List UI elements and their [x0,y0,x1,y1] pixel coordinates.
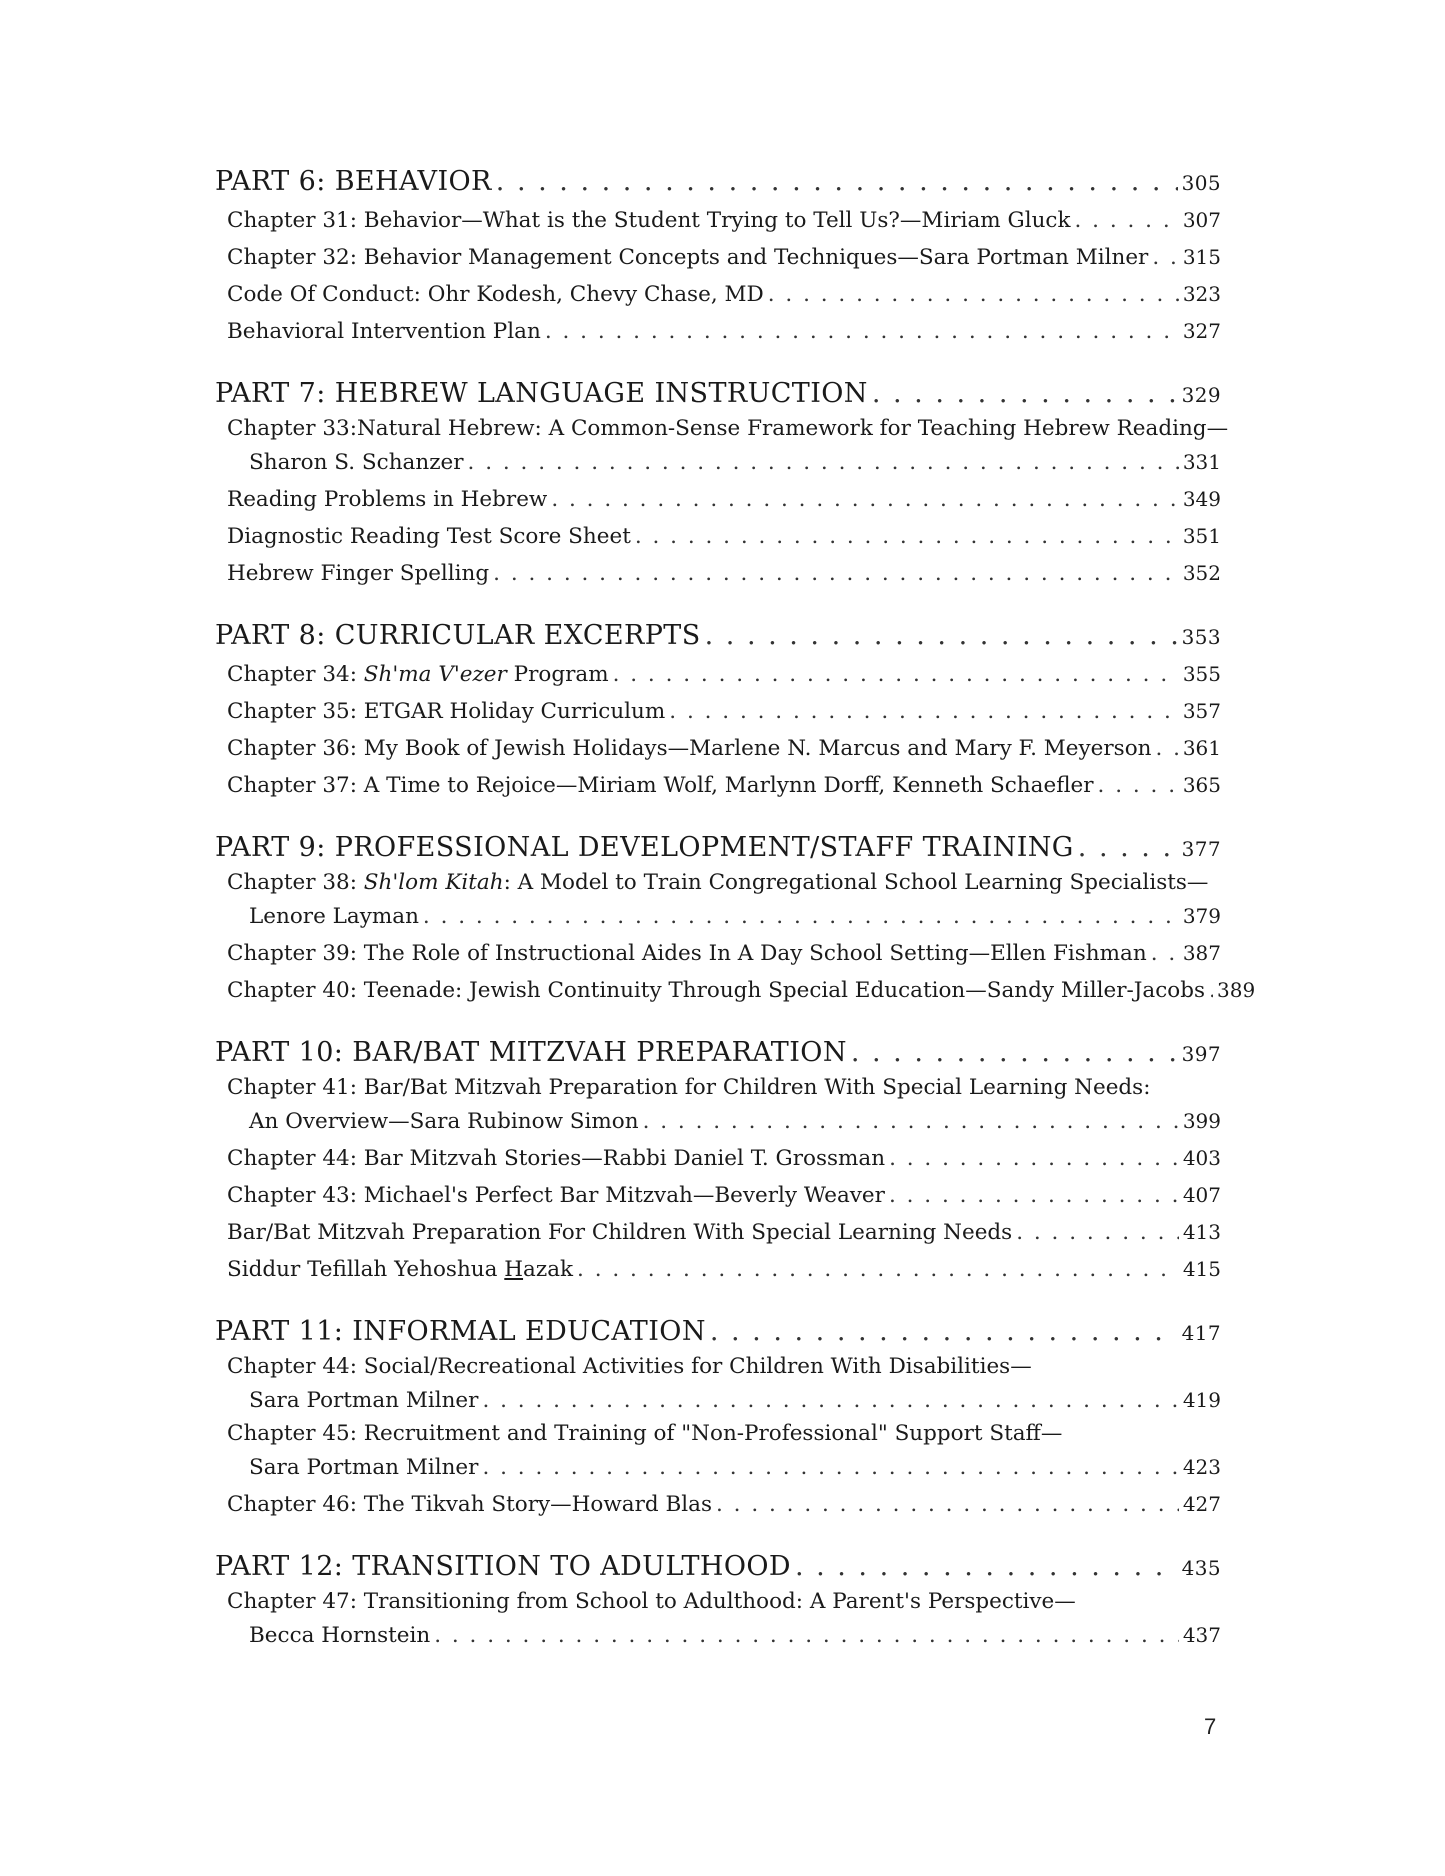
toc-entry [215,1251,1221,1288]
entry-title-suffix: azak [523,1257,574,1282]
entry-title-suffix: Program [506,662,609,687]
entry-title [227,1251,573,1288]
entry-title [227,868,1208,898]
part-heading [215,828,1221,868]
part-title: PART 12: TRANSITION TO ADULTHOOD [215,1551,791,1582]
toc-entry [215,1140,1221,1177]
entry-title-underlined: H [504,1257,524,1282]
part-page: 397 [1181,1042,1221,1066]
part-page: 377 [1181,837,1221,861]
entry-title: Chapter 36: My Book of Jewish Holidays—Marlene N. Marcus and Mary F. Meyerson [227,736,1152,761]
dot-leader [547,481,1178,518]
entry-title: Reading Problems in Hebrew [227,487,548,512]
dot-leader [430,1617,1179,1654]
entry-title: Chapter 44: Social/Recreational Activities for Children With Disabilities— [227,1354,1032,1379]
entry-title: Chapter 44: Bar Mitzvah Stories—Rabbi Daniel T. Grossman [227,1146,886,1171]
toc-entry [215,202,1221,239]
entry-title-italic: Sh'lom Kitah [363,870,504,895]
dot-leader [478,1449,1178,1486]
part-page: 305 [1181,171,1221,195]
entry-title: Chapter 31: Behavior—What is the Student Trying to Tell Us?—Miriam Gluck [227,208,1071,233]
table-of-contents [215,162,1256,1678]
entry-author: Sara Portman Milner [249,1455,479,1480]
entry-title: Chapter 46: The Tikvah Story—Howard Blas [227,1492,712,1517]
part-heading [215,374,1221,414]
dot-leader [791,1547,1178,1587]
toc-entry [215,414,1229,481]
part-section [215,1033,1221,1288]
entry-title: Chapter 39: The Role of Instructional Aides In A Day School Setting—Ellen Fishman [227,941,1147,966]
part-page: 329 [1181,383,1221,407]
part-section [215,1312,1221,1523]
part-section [215,374,1229,592]
dot-leader [639,1103,1179,1140]
entry-title-suffix: : A Model to Train Congregational School Learning Specialists— [503,870,1209,895]
dot-leader [1152,730,1179,767]
entry-title: Chapter 35: ETGAR Holiday Curriculum [227,699,666,724]
entry-title: Chapter 32: Behavior Management Concepts and Techniques—Sara Portman Milner [227,245,1149,270]
entry-page: 437 [1182,1623,1221,1647]
entry-title: Chapter 45: Recruitment and Training of "Non-Professional" Support Staff— [227,1421,1063,1446]
part-page: 417 [1181,1321,1221,1345]
entry-page: 349 [1182,487,1221,511]
dot-leader [1147,935,1179,972]
toc-entry [215,767,1221,804]
entry-page: 327 [1182,319,1221,343]
entry-page: 351 [1182,524,1221,548]
entry-author: Sharon S. Schanzer [249,450,464,475]
toc-entry [215,239,1221,276]
dot-leader [492,162,1178,202]
part-section [215,1547,1221,1654]
toc-entry [215,518,1221,555]
entry-page: 427 [1182,1492,1221,1516]
dot-leader [1205,972,1213,1009]
toc-entry [215,1486,1221,1523]
part-title: PART 9: PROFESSIONAL DEVELOPMENT/STAFF TRAINING [215,832,1074,863]
toc-entry [215,935,1221,972]
entry-page: 323 [1182,282,1221,306]
entry-page: 365 [1182,773,1221,797]
entry-page: 357 [1182,699,1221,723]
dot-leader [631,518,1179,555]
entry-title-prefix: Chapter 34: [227,662,364,687]
dot-leader [847,1033,1178,1073]
entry-author: Sara Portman Milner [249,1388,479,1413]
entry-title: Chapter 47: Transitioning from School to Adulthood: A Parent's Perspective— [227,1589,1076,1614]
entry-title: Chapter 41: Bar/Bat Mitzvah Preparation for Children With Special Learning Needs: [227,1075,1151,1100]
part-title: PART 10: BAR/BAT MITZVAH PREPARATION [215,1037,847,1068]
dot-leader [489,555,1179,592]
entry-page: 315 [1182,245,1221,269]
entry-title: Chapter 33:Natural Hebrew: A Common-Sense Framework for Teaching Hebrew Reading— [227,416,1229,441]
dot-leader [1071,202,1179,239]
entry-title: Hebrew Finger Spelling [227,561,490,586]
toc-entry [215,1177,1221,1214]
page-number: 7 [1204,1714,1217,1739]
entry-page: 379 [1182,904,1221,928]
toc-entry [215,693,1221,730]
entry-page: 331 [1182,450,1221,474]
part-section [215,828,1256,1009]
toc-entry [215,730,1221,767]
entry-title: Code Of Conduct: Ohr Kodesh, Chevy Chase, MD [227,282,764,307]
entry-page: 407 [1182,1183,1221,1207]
dot-leader [1148,239,1178,276]
dot-leader [665,693,1179,730]
toc-entry [215,656,1221,693]
dot-leader [1094,767,1179,804]
entry-page: 355 [1182,662,1221,686]
entry-title: Chapter 43: Michael's Perfect Bar Mitzvah—Beverly Weaver [227,1183,885,1208]
dot-leader [764,276,1179,313]
entry-title: Diagnostic Reading Test Score Sheet [227,524,631,549]
dot-leader [464,444,1179,481]
part-heading [215,1547,1221,1587]
part-heading [215,1033,1221,1073]
dot-leader [573,1251,1179,1288]
toc-entry [215,1214,1221,1251]
dot-leader [868,374,1178,414]
entry-page: 389 [1217,978,1256,1002]
entry-page: 419 [1182,1388,1221,1412]
entry-title: Bar/Bat Mitzvah Preparation For Children With Special Learning Needs [227,1220,1013,1245]
part-section [215,162,1221,350]
entry-title-prefix: Siddur Tefillah Yehoshua [227,1257,505,1282]
part-title: PART 7: HEBREW LANGUAGE INSTRUCTION [215,378,868,409]
entry-title: Behavioral Intervention Plan [227,319,541,344]
dot-leader [609,656,1179,693]
dot-leader [419,898,1179,935]
dot-leader [1012,1214,1179,1251]
dot-leader [706,1312,1178,1352]
entry-author: Lenore Layman [249,904,419,929]
entry-title: Chapter 40: Teenade: Jewish Continuity Through Special Education—Sandy Miller-Jacobs [227,978,1206,1003]
entry-page: 403 [1182,1146,1221,1170]
entry-page: 413 [1182,1220,1221,1244]
toc-entry [215,972,1256,1009]
dot-leader [478,1382,1178,1419]
entry-title-italic: Sh'ma V'ezer [363,662,507,687]
entry-author: Becca Hornstein [249,1623,431,1648]
dot-leader [885,1140,1179,1177]
entry-page: 415 [1182,1257,1221,1281]
dot-leader [1074,828,1178,868]
part-heading [215,162,1221,202]
part-page: 435 [1181,1556,1221,1580]
entry-page: 423 [1182,1455,1221,1479]
dot-leader [541,313,1179,350]
part-section [215,616,1221,804]
toc-entry [215,276,1221,313]
toc-entry [215,1419,1221,1486]
entry-title: Chapter 37: A Time to Rejoice—Miriam Wolf, Marlynn Dorff, Kenneth Schaefler [227,773,1094,798]
entry-page: 387 [1182,941,1221,965]
entry-page: 399 [1182,1109,1221,1133]
toc-entry [215,481,1221,518]
dot-leader [712,1486,1179,1523]
part-heading [215,616,1221,656]
entry-author: An Overview—Sara Rubinow Simon [249,1109,639,1134]
toc-entry [215,1073,1221,1140]
toc-entry [215,868,1221,935]
dot-leader [885,1177,1179,1214]
toc-entry [215,1352,1221,1419]
toc-entry [215,555,1221,592]
entry-title-prefix: Chapter 38: [227,870,364,895]
toc-entry [215,313,1221,350]
part-title: PART 8: CURRICULAR EXCERPTS [215,620,701,651]
dot-leader [701,616,1178,656]
part-heading [215,1312,1221,1352]
part-page: 353 [1181,625,1221,649]
part-title: PART 11: INFORMAL EDUCATION [215,1316,706,1347]
entry-page: 352 [1182,561,1221,585]
entry-title [227,656,609,693]
toc-entry [215,1587,1221,1654]
entry-page: 361 [1182,736,1221,760]
entry-page: 307 [1182,208,1221,232]
part-title: PART 6: BEHAVIOR [215,166,492,197]
